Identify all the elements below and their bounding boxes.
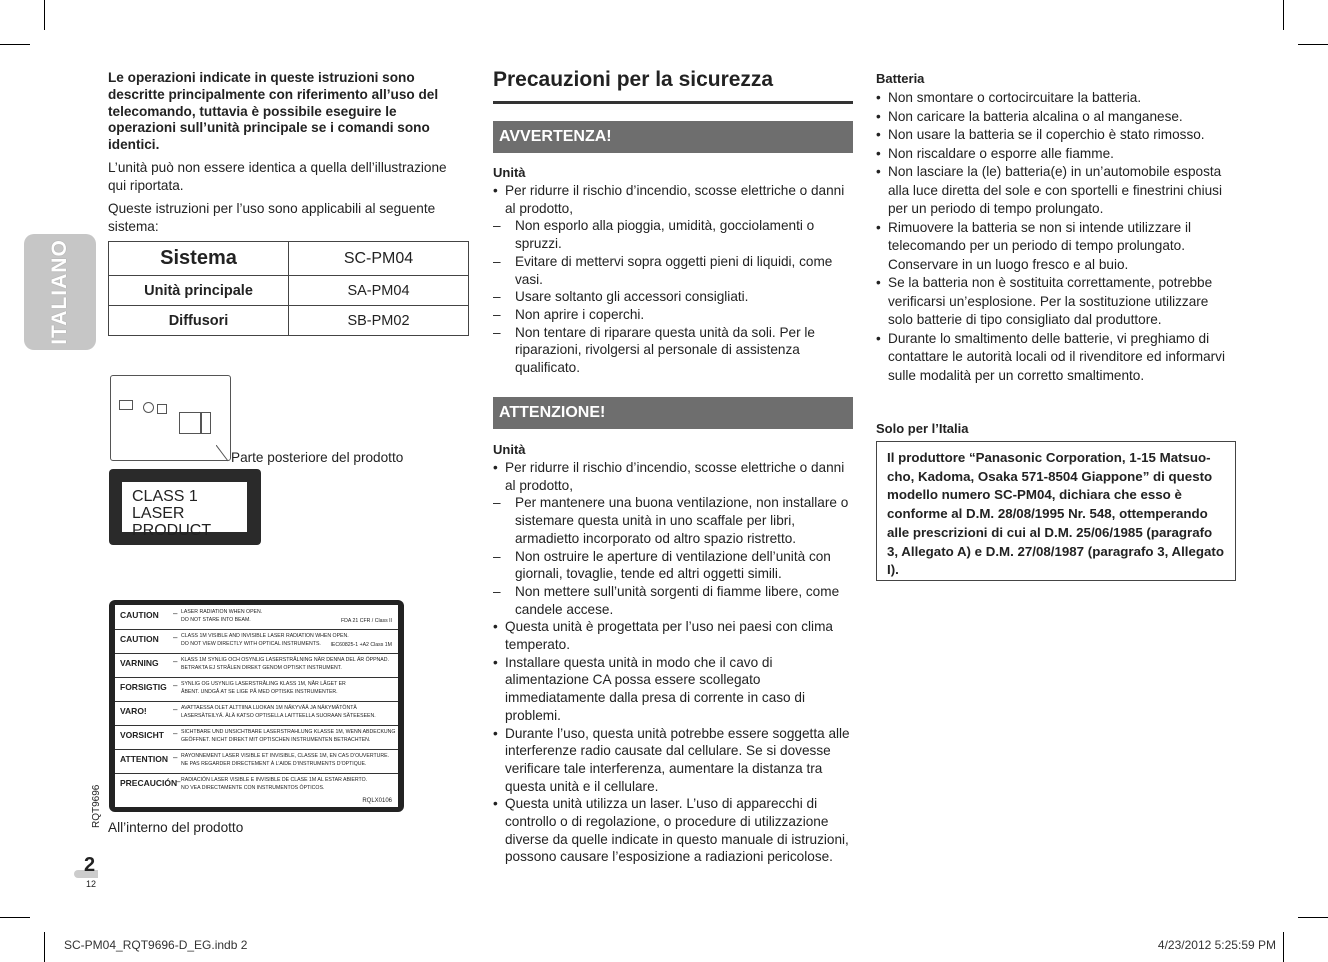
table-key: Diffusori <box>109 306 289 336</box>
table-value: SB-PM02 <box>289 306 469 336</box>
warning-row-text: LASER RADIATION WHEN OPEN. DO NOT STARE INTO BEAM. <box>181 609 263 623</box>
avvertenza-banner: AVVERTENZA! <box>493 121 853 153</box>
warning-row-label: ATTENTION <box>120 754 169 764</box>
list-item: – Non ostruire le aperture di ventilazione dell’unità con giornali, tovaglie, tende ed altri oggetti simili. <box>493 548 853 583</box>
list-item: • Durante lo smaltimento delle batterie, vi preghiamo di contattare le autorità locali od il rivenditore ed informarvi sulle modalità per un corretto smaltimento. <box>876 330 1236 386</box>
page-number: 2 <box>84 854 96 876</box>
batteria-list <box>876 89 1236 385</box>
warning-row: CAUTION – CLASS 1M VISIBLE AND INVISIBLE LASER RADIATION WHEN OPEN. DO NOT VIEW DIRECTLY WITH OPTICAL INSTRUMENTS. IEC60825-1 +A2 Class 1M <box>115 629 398 654</box>
section-title: Precauzioni per la sicurezza <box>493 68 774 91</box>
warning-row: VARO! – AVATTAESSA OLET ALTTIINA LUOKAN 1M NÄKYVÄÄ JA NÄKYMÄTÖNTÄ LASERSÄTEILYÄ. ÄLÄ KATSO OPTISELLA LAITTEELLA SUORAAN SÄTEESEEN. <box>115 701 398 726</box>
list-item: • Non lasciare la (le) batteria(e) in un’automobile esposta alla luce diretta del sole e con sportelli e finestrini chiusi per un periodo di tempo prolungato. <box>876 163 1236 219</box>
intro-bold: Le operazioni indicate in queste istruzioni sono descritte principalmente con riferimento all’uso del telecomando, tuttavia è possibile eseguire le operazioni sull’unità principale se i comandi sono identici. <box>108 70 439 153</box>
pointer-arrow <box>216 445 230 463</box>
list-item: • Non caricare la batteria alcalina o al manganese. <box>876 108 1236 127</box>
warning-row-extra: FDA 21 CFR / Class II <box>340 618 392 624</box>
warning-row: CAUTION – LASER RADIATION WHEN OPEN. DO NOT STARE INTO BEAM. FDA 21 CFR / Class II <box>115 605 398 630</box>
list-item: – Non aprire i coperchi. <box>493 306 853 324</box>
table-key: Sistema <box>109 242 289 276</box>
crop-mark <box>44 0 45 30</box>
list-item: • Se la batteria non è sostituita correttamente, potrebbe verificarsi un’esplosione. Per la sostituzione utilizzare solo batterie di tipo consigliato dal produttore. <box>876 274 1236 330</box>
table-row <box>109 306 469 336</box>
table-key: Unità principale <box>109 276 289 306</box>
laser-class-line2: LASER PRODUCT <box>132 505 212 539</box>
batteria-heading: Batteria <box>876 71 925 86</box>
dash-list <box>493 217 853 376</box>
warning-row-extra: IEC60825-1 +A2 Class 1M <box>330 642 392 648</box>
crop-mark <box>0 917 30 918</box>
list-item: – Usare soltanto gli accessori consigliati. <box>493 288 853 306</box>
warning-row-label: VORSICHT <box>120 730 164 740</box>
warning-row-label: VARO! <box>120 706 147 716</box>
intro-p2: Queste istruzioni per l’uso sono applicabili al seguente sistema: <box>108 201 436 234</box>
list-item: • Durante l’uso, questa unità potrebbe essere soggetta alle interferenze radio causate dal cellulare. Se si dovesse verificare tale interferenza, aumentare la distanza tra questa unità e il cellulare. <box>493 725 853 796</box>
crop-mark <box>1283 0 1284 30</box>
warning-row-text: KLASS 1M SYNLIG OCH OSYNLIG LASERSTRÅLNING NÄR DENNA DEL ÄR ÖPPNAD. BETRAKTA EJ STRÅLEN DIREKT GENOM OPTISKT INSTRUMENT. <box>181 657 389 671</box>
crop-mark <box>1298 917 1328 918</box>
speaker-terminal-icon <box>179 412 201 434</box>
list-item: • Non riscaldare o esporre alle fiamme. <box>876 145 1236 164</box>
list-item: – Non tentare di riparare questa unità da soli. Per le riparazioni, rivolgersi al personale di assistenza qualificato. <box>493 324 853 377</box>
warning-code: RQLX0106 <box>362 798 392 804</box>
laser-class-line1: CLASS 1 <box>132 488 198 505</box>
laser-class-text <box>122 482 247 539</box>
laser-class-label <box>109 469 261 545</box>
warning-row-label: FORSIGTIG <box>120 682 167 692</box>
list-item: • Installare questa unità in modo che il cavo di alimentazione CA possa essere scollegato immediatamente dalla presa di corrente in caso di problemi. <box>493 654 853 725</box>
crop-mark <box>44 932 45 962</box>
warning-row-label: VARNING <box>120 658 159 668</box>
warning-row-text: RADIACIÓN LASER VISIBLE E INVISIBLE DE CLASE 1M AL ESTAR ABIERTO. NO VEA DIRECTAMENTE CON INSTRUMENTOS ÓPTICOS. <box>181 777 368 791</box>
list-item: • Non usare la batteria se il coperchio è stato rimosso. <box>876 126 1236 145</box>
port-icon <box>157 404 167 414</box>
table-value: SA-PM04 <box>289 276 469 306</box>
laser-warning-label <box>109 600 404 812</box>
unita-heading: Unità <box>493 165 526 180</box>
warning-row-label: CAUTION <box>120 634 159 644</box>
speaker-terminal-icon <box>201 412 211 434</box>
warning-row: ATTENTION – RAYONNEMENT LASER VISIBLE ET INVISIBLE, CLASSE 1M, EN CAS D’OUVERTURE. NE PAS REGARDER DIRECTEMENT À L’AIDE D’INSTRUMENTS D’OPTIQUE. <box>115 749 398 774</box>
list-item: • Rimuovere la batteria se non si intende utilizzare il telecomando per un periodo di tempo prolungato. Conservare in un luogo fresco e al buio. <box>876 219 1236 275</box>
crop-mark <box>1283 932 1284 962</box>
warning-row-text: RAYONNEMENT LASER VISIBLE ET INVISIBLE, CLASSE 1M, EN CAS D’OUVERTURE. NE PAS REGARDER DIRECTEMENT À L’AIDE D’INSTRUMENTS D’OPTIQUE. <box>181 753 390 767</box>
port-icon <box>119 400 133 410</box>
avvertenza-list <box>493 182 853 377</box>
list-item: – Per mantenere una buona ventilazione, non installare o sistemare questa unità in uno scaffale per libri, armadietto incorporato od altro spazio ristretto. <box>493 494 853 547</box>
list-item: • Questa unità utilizza un laser. L’uso di apparecchi di controllo o di regolazione, o procedure di utilizzazione diverse da quelle indicate in questo manuale di istruzioni, possono causare l’esposizione a radiazioni pericolose. <box>493 795 853 866</box>
list-item: – Non mettere sull’unità sorgenti di fiamme libere, come candele accese. <box>493 583 853 618</box>
warning-row-text: SICHTBARE UND UNSICHTBARE LASERSTRAHLUNG KLASSE 1M, WENN ABDECKUNG GEÖFFNET. NICHT DIREKT MIT OPTISCHEN INSTRUMENTEN BETRACHTEN. <box>181 729 396 743</box>
unita-heading: Unità <box>493 442 526 457</box>
warning-row: VARNING – KLASS 1M SYNLIG OCH OSYNLIG LASERSTRÅLNING NÄR DENNA DEL ÄR ÖPPNAD. BETRAKTA EJ STRÅLEN DIREKT GENOM OPTISKT INSTRUMENT. <box>115 653 398 678</box>
title-rule <box>493 101 853 104</box>
warning-row-label: CAUTION <box>120 610 159 620</box>
list-item: – Evitare di mettervi sopra oggetti pieni di liquidi, come vasi. <box>493 253 853 288</box>
warning-row-text: AVATTAESSA OLET ALTTIINA LUOKAN 1M NÄKYVÄÄ JA NÄKYMÄTÖNTÄ LASERSÄTEILYÄ. ÄLÄ KATSO OPTISELLA LAITTEELLA SUORAAN SÄTEESEEN. <box>181 705 376 719</box>
italia-declaration: Il produttore “Panasonic Corporation, 1-15 Matsuo-cho, Kadoma, Osaka 571-8504 Giappone” di questo modello numero SC-PM04, dichiara che esso è conforme al D.M. 28/08/1995 Nr. 548, ottemperando alle prescrizioni di cui al D.M. 25/06/1985 (paragrafo 3, Allegato A) e D.M. 27/08/1987 (paragrafo 3, Allegato I). <box>876 441 1236 581</box>
inside-caption: All’interno del prodotto <box>108 820 244 835</box>
crop-mark <box>0 44 30 45</box>
side-code: RQT9696 <box>91 784 102 828</box>
table-row <box>109 276 469 306</box>
list-item: • Per ridurre il rischio d’incendio, scosse elettriche o danni al prodotto, – Non esporlo alla pioggia, umidità, gocciolamenti o spruzzi. – Evitare di mettervi sopra oggetti pieni di liquidi, come vasi. – Usare soltanto gli accessori consigliati. – Non aprire i coperchi. – Non tentare di riparare questa unità da soli. Per le riparazioni, rivolgersi al personale di assistenza qualificato. <box>493 182 853 377</box>
dash-list <box>493 494 853 618</box>
intro-block <box>108 70 468 235</box>
warning-row-text: CLASS 1M VISIBLE AND INVISIBLE LASER RADIATION WHEN OPEN. DO NOT VIEW DIRECTLY WITH OPTICAL INSTRUMENTS. <box>181 633 349 647</box>
page-small-number: 12 <box>86 879 97 889</box>
list-item: • Non smontare o cortocircuitare la batteria. <box>876 89 1236 108</box>
crop-mark <box>1298 44 1328 45</box>
language-tab <box>24 234 96 350</box>
list-item: • Questa unità è progettata per l’uso nei paesi con clima temperato. <box>493 618 853 653</box>
attenzione-list <box>493 459 853 866</box>
footer-timestamp: 4/23/2012 5:25:59 PM <box>1157 938 1276 952</box>
table-value: SC-PM04 <box>289 242 469 276</box>
system-table <box>108 241 469 336</box>
warning-row: PRECAUCIÓN – RADIACIÓN LASER VISIBLE E INVISIBLE DE CLASE 1M AL ESTAR ABIERTO. NO VEA DIRECTAMENTE CON INSTRUMENTOS ÓPTICOS. <box>115 773 398 797</box>
list-item: • Per ridurre il rischio d’incendio, scosse elettriche o danni al prodotto, – Per mantenere una buona ventilazione, non installare o sistemare questa unità in uno scaffale per libri, armadietto incorporato od altro spazio ristretto. – Non ostruire le aperture di ventilazione dell’unità con giornali, tovaglie, tende ed altri oggetti simili. – Non mettere sull’unità sorgenti di fiamme libere, come candele accese. <box>493 459 853 618</box>
warning-row-label: PRECAUCIÓN <box>120 778 178 788</box>
table-row <box>109 242 469 276</box>
jack-icon <box>143 402 154 413</box>
list-item: – Non esporlo alla pioggia, umidità, gocciolamenti o spruzzi. <box>493 217 853 252</box>
warning-row-text: SYNLIG OG USYNLIG LASERSTRÅLING KLASS 1M, NÅR LÅGET ER ÅBENT. UNDGÅ AT SE LIGE PÅ MED OPTISKE INSTRUMENTER. <box>181 681 346 695</box>
warning-row: FORSIGTIG – SYNLIG OG USYNLIG LASERSTRÅLING KLASS 1M, NÅR LÅGET ER ÅBENT. UNDGÅ AT SE LIGE PÅ MED OPTISKE INSTRUMENTER. <box>115 677 398 702</box>
footer-file: SC-PM04_RQT9696-D_EG.indb 2 <box>64 938 248 952</box>
attenzione-banner: ATTENZIONE! <box>493 397 853 429</box>
language-tab-label: ITALIANO <box>48 239 71 345</box>
italia-heading: Solo per l’Italia <box>876 421 969 436</box>
rear-caption: Parte posteriore del prodotto <box>231 450 404 465</box>
intro-p1: L’unità può non essere identica a quella dell’illustrazione qui riportata. <box>108 159 447 193</box>
device-rear-illustration <box>110 375 231 461</box>
warning-row: VORSICHT – SICHTBARE UND UNSICHTBARE LASERSTRAHLUNG KLASSE 1M, WENN ABDECKUNG GEÖFFNET. NICHT DIREKT MIT OPTISCHEN INSTRUMENTEN BETRACHTEN. <box>115 725 398 750</box>
